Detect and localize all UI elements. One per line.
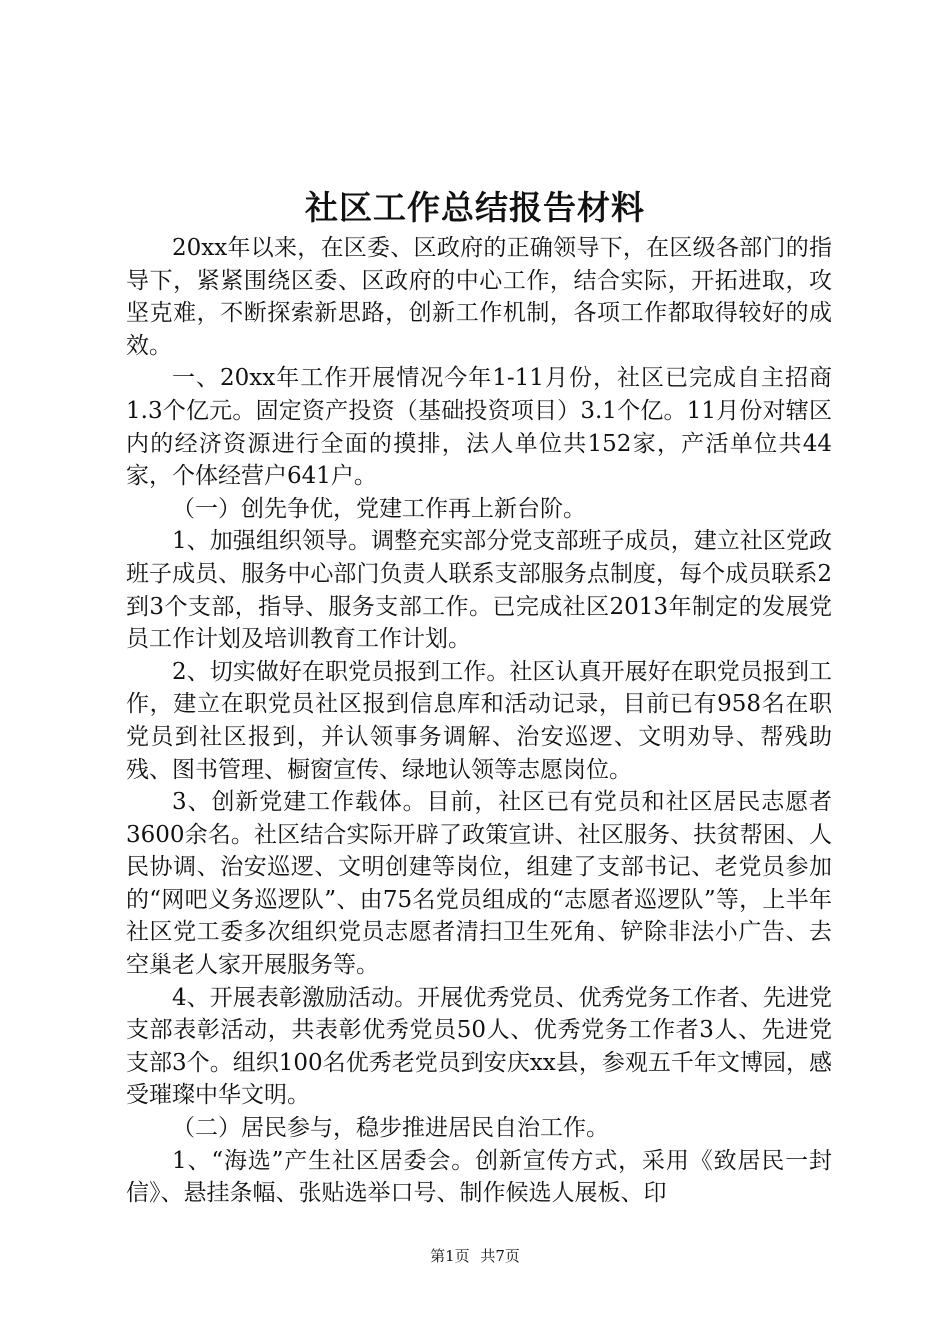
paragraph-item-4: 4、开展表彰激励活动。开展优秀党员、优秀党务工作者、先进党支部表彰活动，共表彰优秀党员50人、优秀党务工作者3人、先进党支部3个。组织100名优秀老党员到安庆xx县，参观五千年文博园，感受璀璨中华文明。	[126, 984, 832, 1109]
paragraph-item-2: 2、切实做好在职党员报到工作。社区认真开展好在职党员报到工作，建立在职党员社区报到信息库和活动记录，目前已有958名在职党员到社区报到，并认领事务调解、治安巡逻、文明劝导、帮残助残、图书管理、橱窗宣传、绿地认领等志愿岗位。	[126, 658, 832, 783]
paragraph-item-1: 1、加强组织领导。调整充实部分党支部班子成员，建立社区党政班子成员、服务中心部门负责人联系支部服务点制度，每个成员联系2到3个支部，指导、服务支部工作。已完成社区2013年制定的发展党员工作计划及培训教育工作计划。	[126, 528, 832, 653]
document-body	[126, 232, 832, 1210]
paragraph-intro: 20xx年以来，在区委、区政府的正确领导下，在区级各部门的指导下，紧紧围绕区委、区政府的中心工作，结合实际，开拓进取，攻坚克难，不断探索新思路，创新工作机制，各项工作都取得较好的成效。	[126, 235, 832, 359]
paragraph-item-5: 1、“海选”产生社区居委会。创新宣传方式，采用《致居民一封信》、悬挂条幅、张贴选举口号、制作候选人展板、印	[126, 1147, 832, 1207]
page-total: 共7页	[480, 1247, 520, 1265]
page-footer	[0, 1244, 950, 1268]
paragraph-subsection-one: （一）创先争优，党建工作再上新台阶。	[172, 495, 586, 522]
paragraph-subsection-two: （二）居民参与，稳步推进居民自治工作。	[172, 1115, 609, 1142]
document-title: 社区工作总结报告材料	[305, 188, 645, 227]
paragraph-section-one: 一、20xx年工作开展情况今年1-11月份，社区已完成自主招商1.3个亿元。固定资产投资（基础投资项目）3.1个亿。11月份对辖区内的经济资源进行全面的摸排，法人单位共152家，产活单位共44家，个体经营户641户。	[126, 365, 832, 490]
page-number: 第1页	[430, 1247, 470, 1265]
paragraph-item-3: 3、创新党建工作载体。目前，社区已有党员和社区居民志愿者3600余名。社区结合实际开辟了政策宣讲、社区服务、扶贫帮困、人民协调、治安巡逻、文明创建等岗位，组建了支部书记、老党员参加的“网吧义务巡逻队”、由75名党员组成的“志愿者巡逻队”等，上半年社区党工委多次组织党员志愿者清扫卫生死角、铲除非法小广告、去空巢老人家开展服务等。	[126, 789, 832, 979]
